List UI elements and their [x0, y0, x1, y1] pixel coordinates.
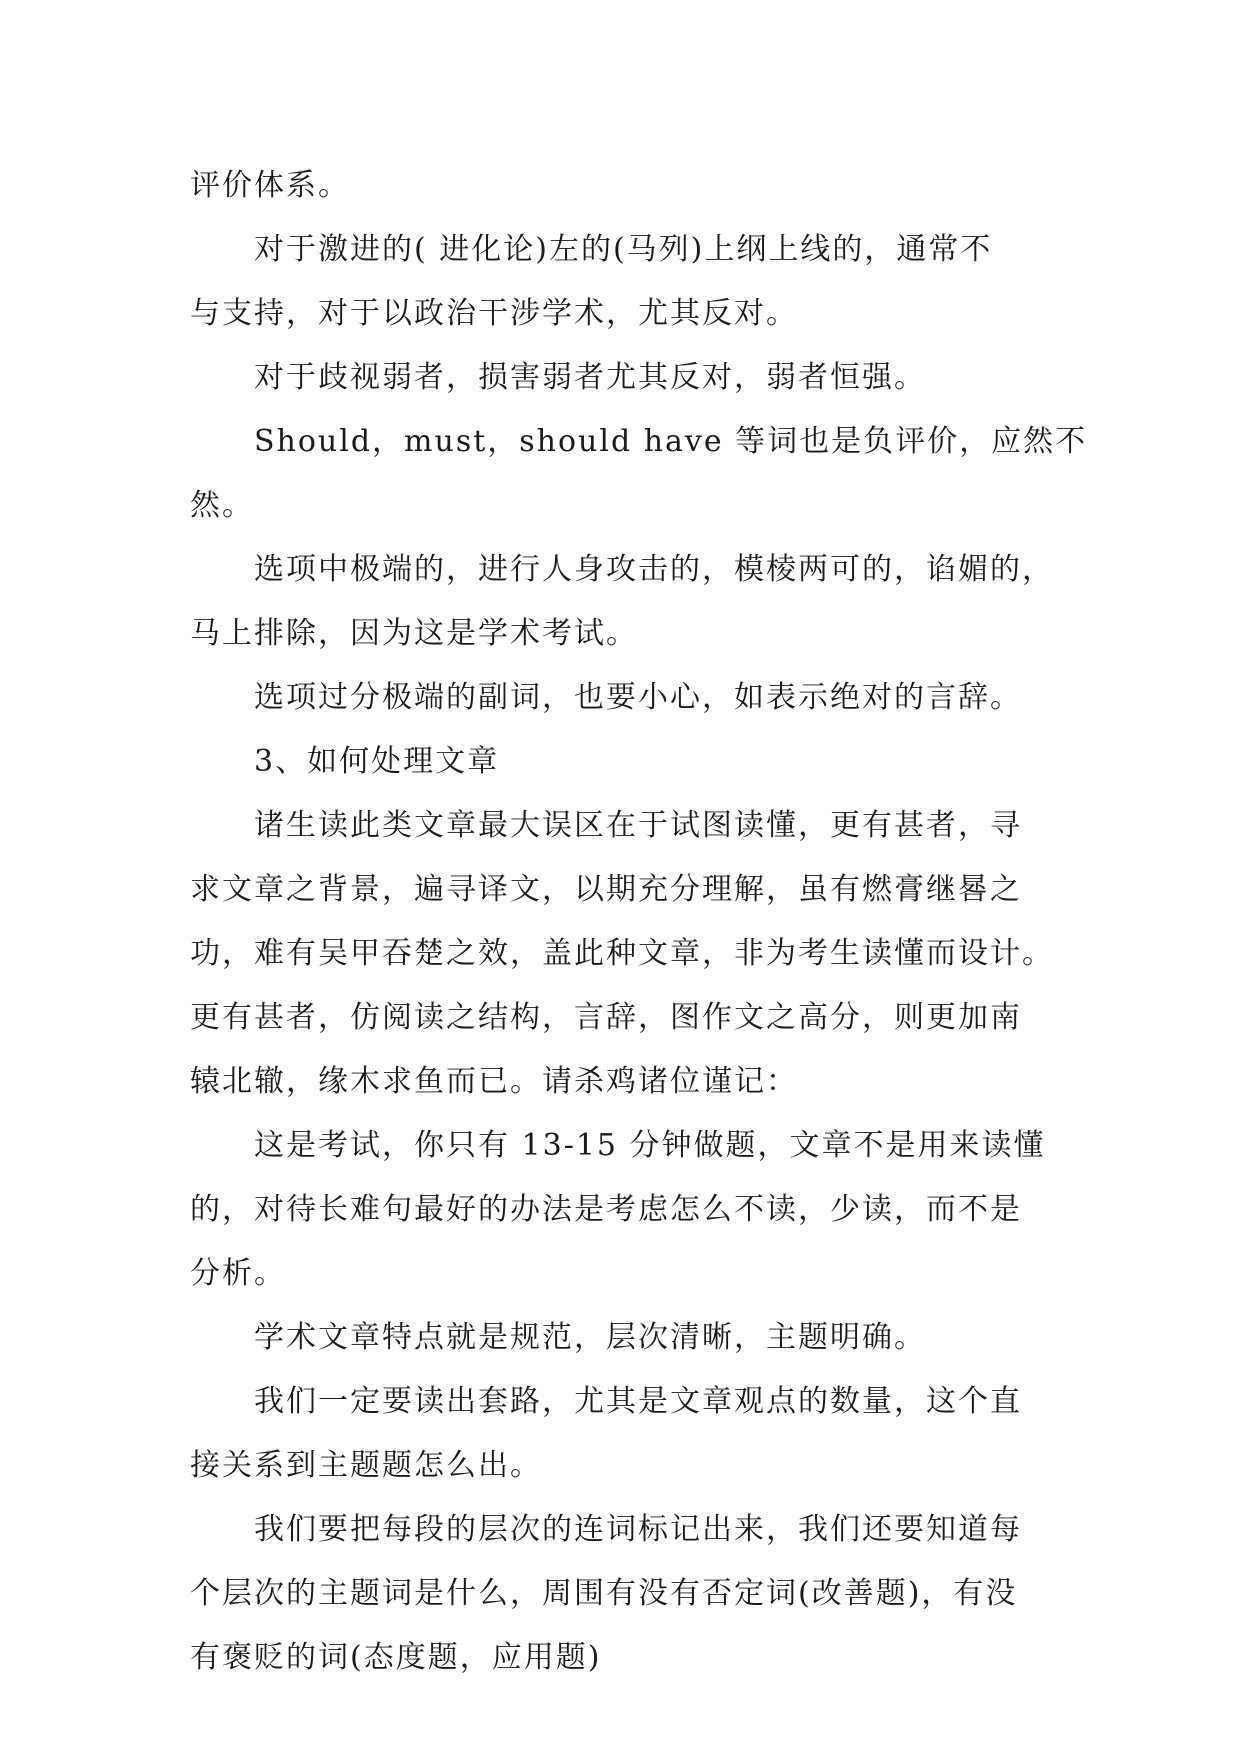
- document-body: [190, 154, 1088, 1690]
- text-line: 对于激进的( 进化论)左的(马列)上纲上线的，通常不: [254, 232, 993, 267]
- text-line: 诸生读此类文章最大误区在于试图读懂，更有甚者，寻: [254, 808, 1022, 843]
- text-line: 分析。: [190, 1256, 286, 1291]
- text-line: 我们一定要读出套路，尤其是文章观点的数量，这个直: [254, 1384, 1022, 1419]
- text-line: 我们要把每段的层次的连词标记出来，我们还要知道每: [254, 1512, 1022, 1547]
- text-line: 评价体系。: [190, 168, 350, 203]
- text-line: Should，must，should have 等词也是负评价，应然不: [254, 424, 1088, 459]
- text-line: 更有甚者，仿阅读之结构，言辞，图作文之高分，则更加南: [190, 1000, 1022, 1035]
- text-line: 与支持，对于以政治干涉学术，尤其反对。: [190, 296, 798, 331]
- text-line: 求文章之背景，遍寻译文，以期充分理解，虽有燃膏继晷之: [190, 872, 1022, 907]
- text-line: 马上排除，因为这是学术考试。: [190, 616, 638, 651]
- text-line: 接关系到主题题怎么出。: [190, 1448, 542, 1483]
- text-line: 选项过分极端的副词，也要小心，如表示绝对的言辞。: [254, 680, 1022, 715]
- text-line: 选项中极端的，进行人身攻击的，模棱两可的，谄媚的，: [254, 552, 1054, 587]
- text-line: 然。: [190, 488, 254, 523]
- text-line: 这是考试，你只有 13-15 分钟做题，文章不是用来读懂: [254, 1128, 1046, 1163]
- text-line: 功，难有吴甲吞楚之效，盖此种文章，非为考生读懂而设计。: [190, 936, 1054, 971]
- text-line: 辕北辙，缘木求鱼而已。请杀鸡诸位谨记：: [190, 1064, 798, 1099]
- text-line: 个层次的主题词是什么，周围有没有否定词(改善题)，有没: [190, 1576, 1018, 1611]
- text-line: 学术文章特点就是规范，层次清晰，主题明确。: [254, 1320, 926, 1355]
- text-line: 对于歧视弱者，损害弱者尤其反对，弱者恒强。: [254, 360, 926, 395]
- section-heading: 3、如何处理文章: [254, 744, 500, 779]
- text-line: 有褒贬的词(态度题，应用题): [190, 1640, 602, 1675]
- text-line: 的，对待长难句最好的办法是考虑怎么不读，少读，而不是: [190, 1192, 1022, 1227]
